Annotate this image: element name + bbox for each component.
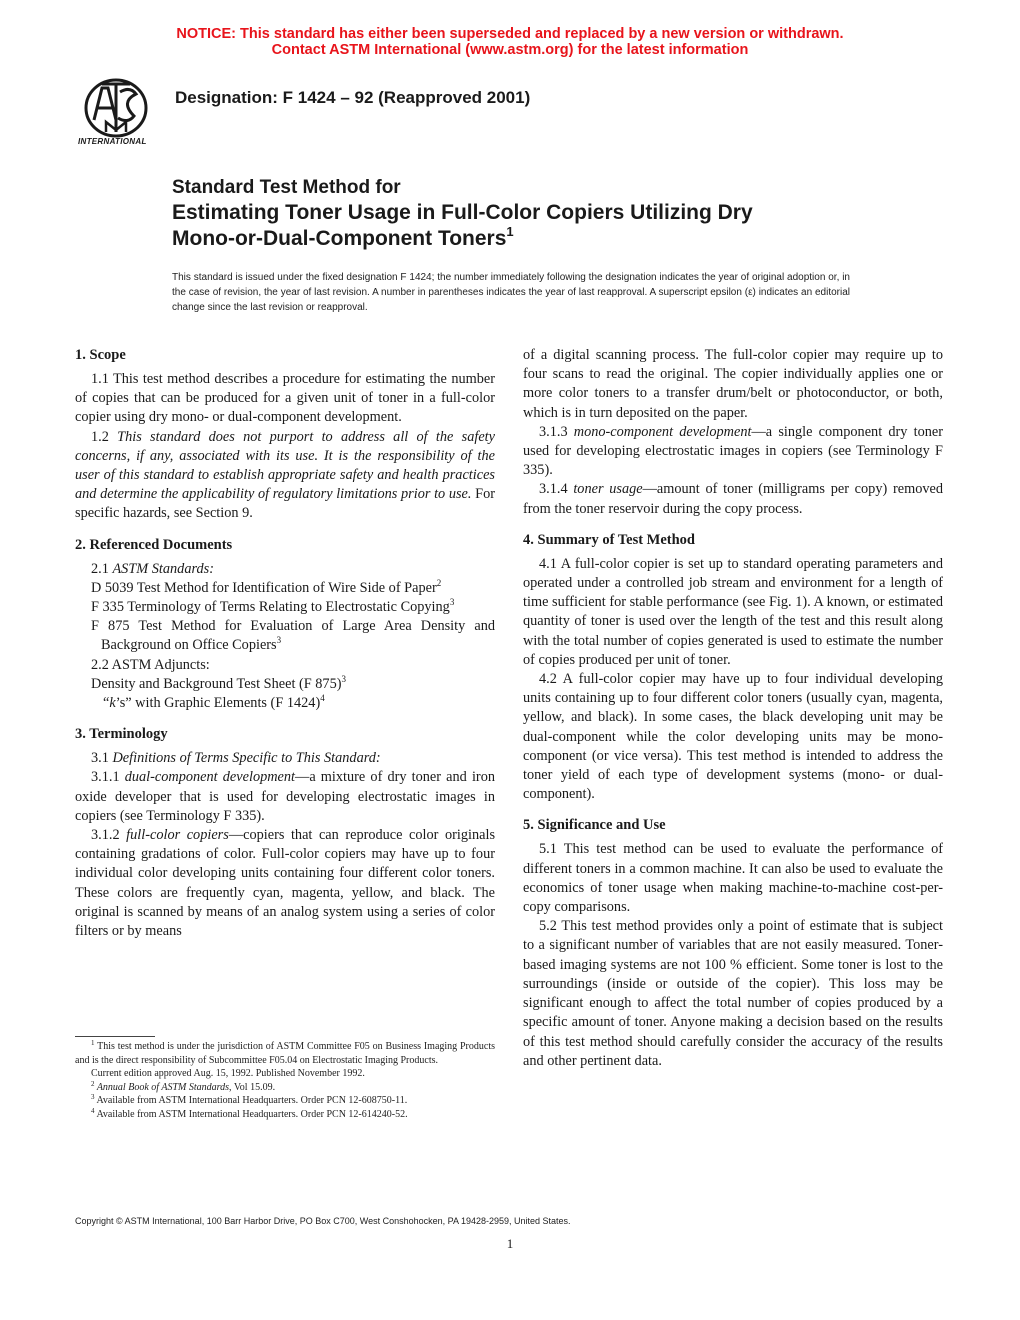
para-2-1: 2.1 ASTM Standards: xyxy=(91,560,214,577)
adjunct-item: Density and Background Test Sheet (F 875)$^3$ xyxy=(91,673,346,692)
para-3-1-2: 3.1.2 full-color copiers—copiers that can reproduce color originals containing gradations of color. Full-color copiers may have up to four individual color developing units containing four different color toners. These colors are frequently cyan, magenta, yellow, and black. The original is scanned by means of an analog system using a series of color filters or by means xyxy=(75,827,496,940)
para-1-1: 1.1 This test method describes a procedure for estimating the number of copies that can be produced for a given unit of toner in a full-color copier using dry mono- or dual-component development. xyxy=(75,371,495,426)
issued-note: This standard is issued under the fixed designation F 1424; the number immediately following the designation indicates the year of original adoption or, in the case of revision, the year of last revision. A number in parentheses indicates the year of last reapproval. A superscript epsilon (ε) indicates an editorial change since the last revision or reapproval. xyxy=(172,272,850,313)
designation: Designation: F 1424 – 92 (Reapproved 2001) xyxy=(175,88,531,107)
title-line-1: Standard Test Method for xyxy=(172,177,401,198)
para-3-1: 3.1 Definitions of Terms Specific to This Standard: xyxy=(91,750,381,767)
section-heading-terminology: 3. Terminology xyxy=(75,726,168,743)
notice-line-1: NOTICE: This standard has either been superseded and replaced by a new version or withdrawn. xyxy=(176,26,844,42)
page-number: 1 xyxy=(506,1236,514,1251)
left-column xyxy=(75,346,495,941)
title-line-3: Mono-or-Dual-Component Toners$^1$ xyxy=(172,224,514,250)
astm-logo xyxy=(72,76,162,150)
footnotes xyxy=(75,1040,495,1122)
reference-item: D 5039 Test Method for Identification of Wire Side of Paper$^2$ xyxy=(91,577,442,596)
title-footnote-mark: 1 xyxy=(506,224,514,239)
para-2-2: 2.2 ASTM Adjuncts: xyxy=(91,656,210,673)
footnote-rule xyxy=(75,1036,155,1037)
copyright-line: Copyright © ASTM International, 100 Barr Harbor Drive, PO Box C700, West Conshohocken, PA 19428-2959, United States. xyxy=(75,1216,571,1226)
para-4-1: 4.1 A full-color copier is set up to standard operating parameters and operated under a controlled job stream and environment for a length of time sufficient for stable performance (see Fig. 1). A known, or estimated quantity of toner is used over the length of the test and this result along with the total number of copies generated is used to estimate the number of copies produced per unit of toner. xyxy=(523,555,943,668)
notice-line-2: Contact ASTM International (www.astm.org) for the latest information xyxy=(271,42,749,58)
footnote-3: $^3$ Available from ASTM International Headquarters. Order PCN 12-608750-11. xyxy=(91,1093,408,1107)
para-3-1-4: 3.1.4 toner usage—amount of toner (milligrams per copy) removed from the toner reservoir during the copy process. xyxy=(523,481,943,517)
document-title xyxy=(172,176,952,252)
right-column xyxy=(523,346,943,1071)
section-heading-significance: 5. Significance and Use xyxy=(523,817,666,834)
reference-item: F 875 Test Method for Evaluation of Large Area Density and Background on Office Copiers$^3$ xyxy=(91,618,495,654)
footnote-4: $^4$ Available from ASTM International Headquarters. Order PCN 12-614240-52. xyxy=(91,1106,408,1120)
title-line-2: Estimating Toner Usage in Full-Color Copiers Utilizing Dry xyxy=(172,201,753,224)
section-heading-summary: 4. Summary of Test Method xyxy=(523,531,695,548)
para-4-2: 4.2 A full-color copier may have up to four individual developing units containing up to four different color toners (usually cyan, magenta, yellow, and black). In some cases, the black developing unit may be dual-component while the color developing units may be mono-component (or vice versa). This test method is intended to address the toner yield of each type of development systems (mono- or dual-component). xyxy=(523,671,943,803)
section-heading-referenced: 2. Referenced Documents xyxy=(75,536,233,553)
para-3-1-1: 3.1.1 dual-component development—a mixture of dry toner and iron oxide developer that is used for developing electrostatic images in copiers (see Terminology F 335). xyxy=(75,769,495,824)
footnote-1: $^1$ This test method is under the jurisdiction of ASTM Committee F05 on Business Imaging Products and is the direct responsibility of Subcommittee F05.04 on Electrostatic Imaging Products. xyxy=(75,1039,495,1066)
para-3-1-2-continued: of a digital scanning process. The full-color copier may require up to four scans to read the original. The copier individually applies one or more color toners to a transfer drum/belt or photoconductor, or both, which is in turn deposited on the paper. xyxy=(523,347,943,421)
para-5-2: 5.2 This test method provides only a point of estimate that is subject to a significant number of variables that are not easily measured. Toner-based imaging systems are not 100 % efficient. Some toner is lost to the surroundings (inside or outside of the copier). This loss may be significant enough to affect the total number of copies produced by a specific amount of toner. Anyone making a decision based on the results of this test method should carefully consider the accuracy of the results and other pertinent data. xyxy=(523,918,943,1069)
reference-item: F 335 Terminology of Terms Relating to Electrostatic Copying$^3$ xyxy=(91,597,455,616)
para-5-1: 5.1 This test method can be used to evaluate the performance of different toners in a common machine. It can also be used to evaluate the economics of toner usage when making machine-to-machine cost-per-copy comparisons. xyxy=(523,841,943,916)
footnote-1b: Current edition approved Aug. 15, 1992. Published November 1992. xyxy=(91,1068,365,1080)
section-heading-scope: 1. Scope xyxy=(75,347,126,363)
para-1-2: 1.2 This standard does not purport to address all of the safety concerns, if any, associated with its use. It is the responsibility of the user of this standard to establish appropriate safety and health practices and determine the applicability of regulatory limitations prior to use. For specific hazards, see Section 9. xyxy=(75,428,495,522)
logo-caption: INTERNATIONAL xyxy=(78,137,147,146)
para-3-1-3: 3.1.3 mono-component development—a single component dry toner used for developing electrostatic images in copiers (see Terminology F 335). xyxy=(523,423,943,479)
footnote-2: $^2$ Annual Book of ASTM Standards, Vol 15.09. xyxy=(91,1079,276,1093)
adjunct-item: “k’s” with Graphic Elements (F 1424)$^4$ xyxy=(103,693,325,712)
